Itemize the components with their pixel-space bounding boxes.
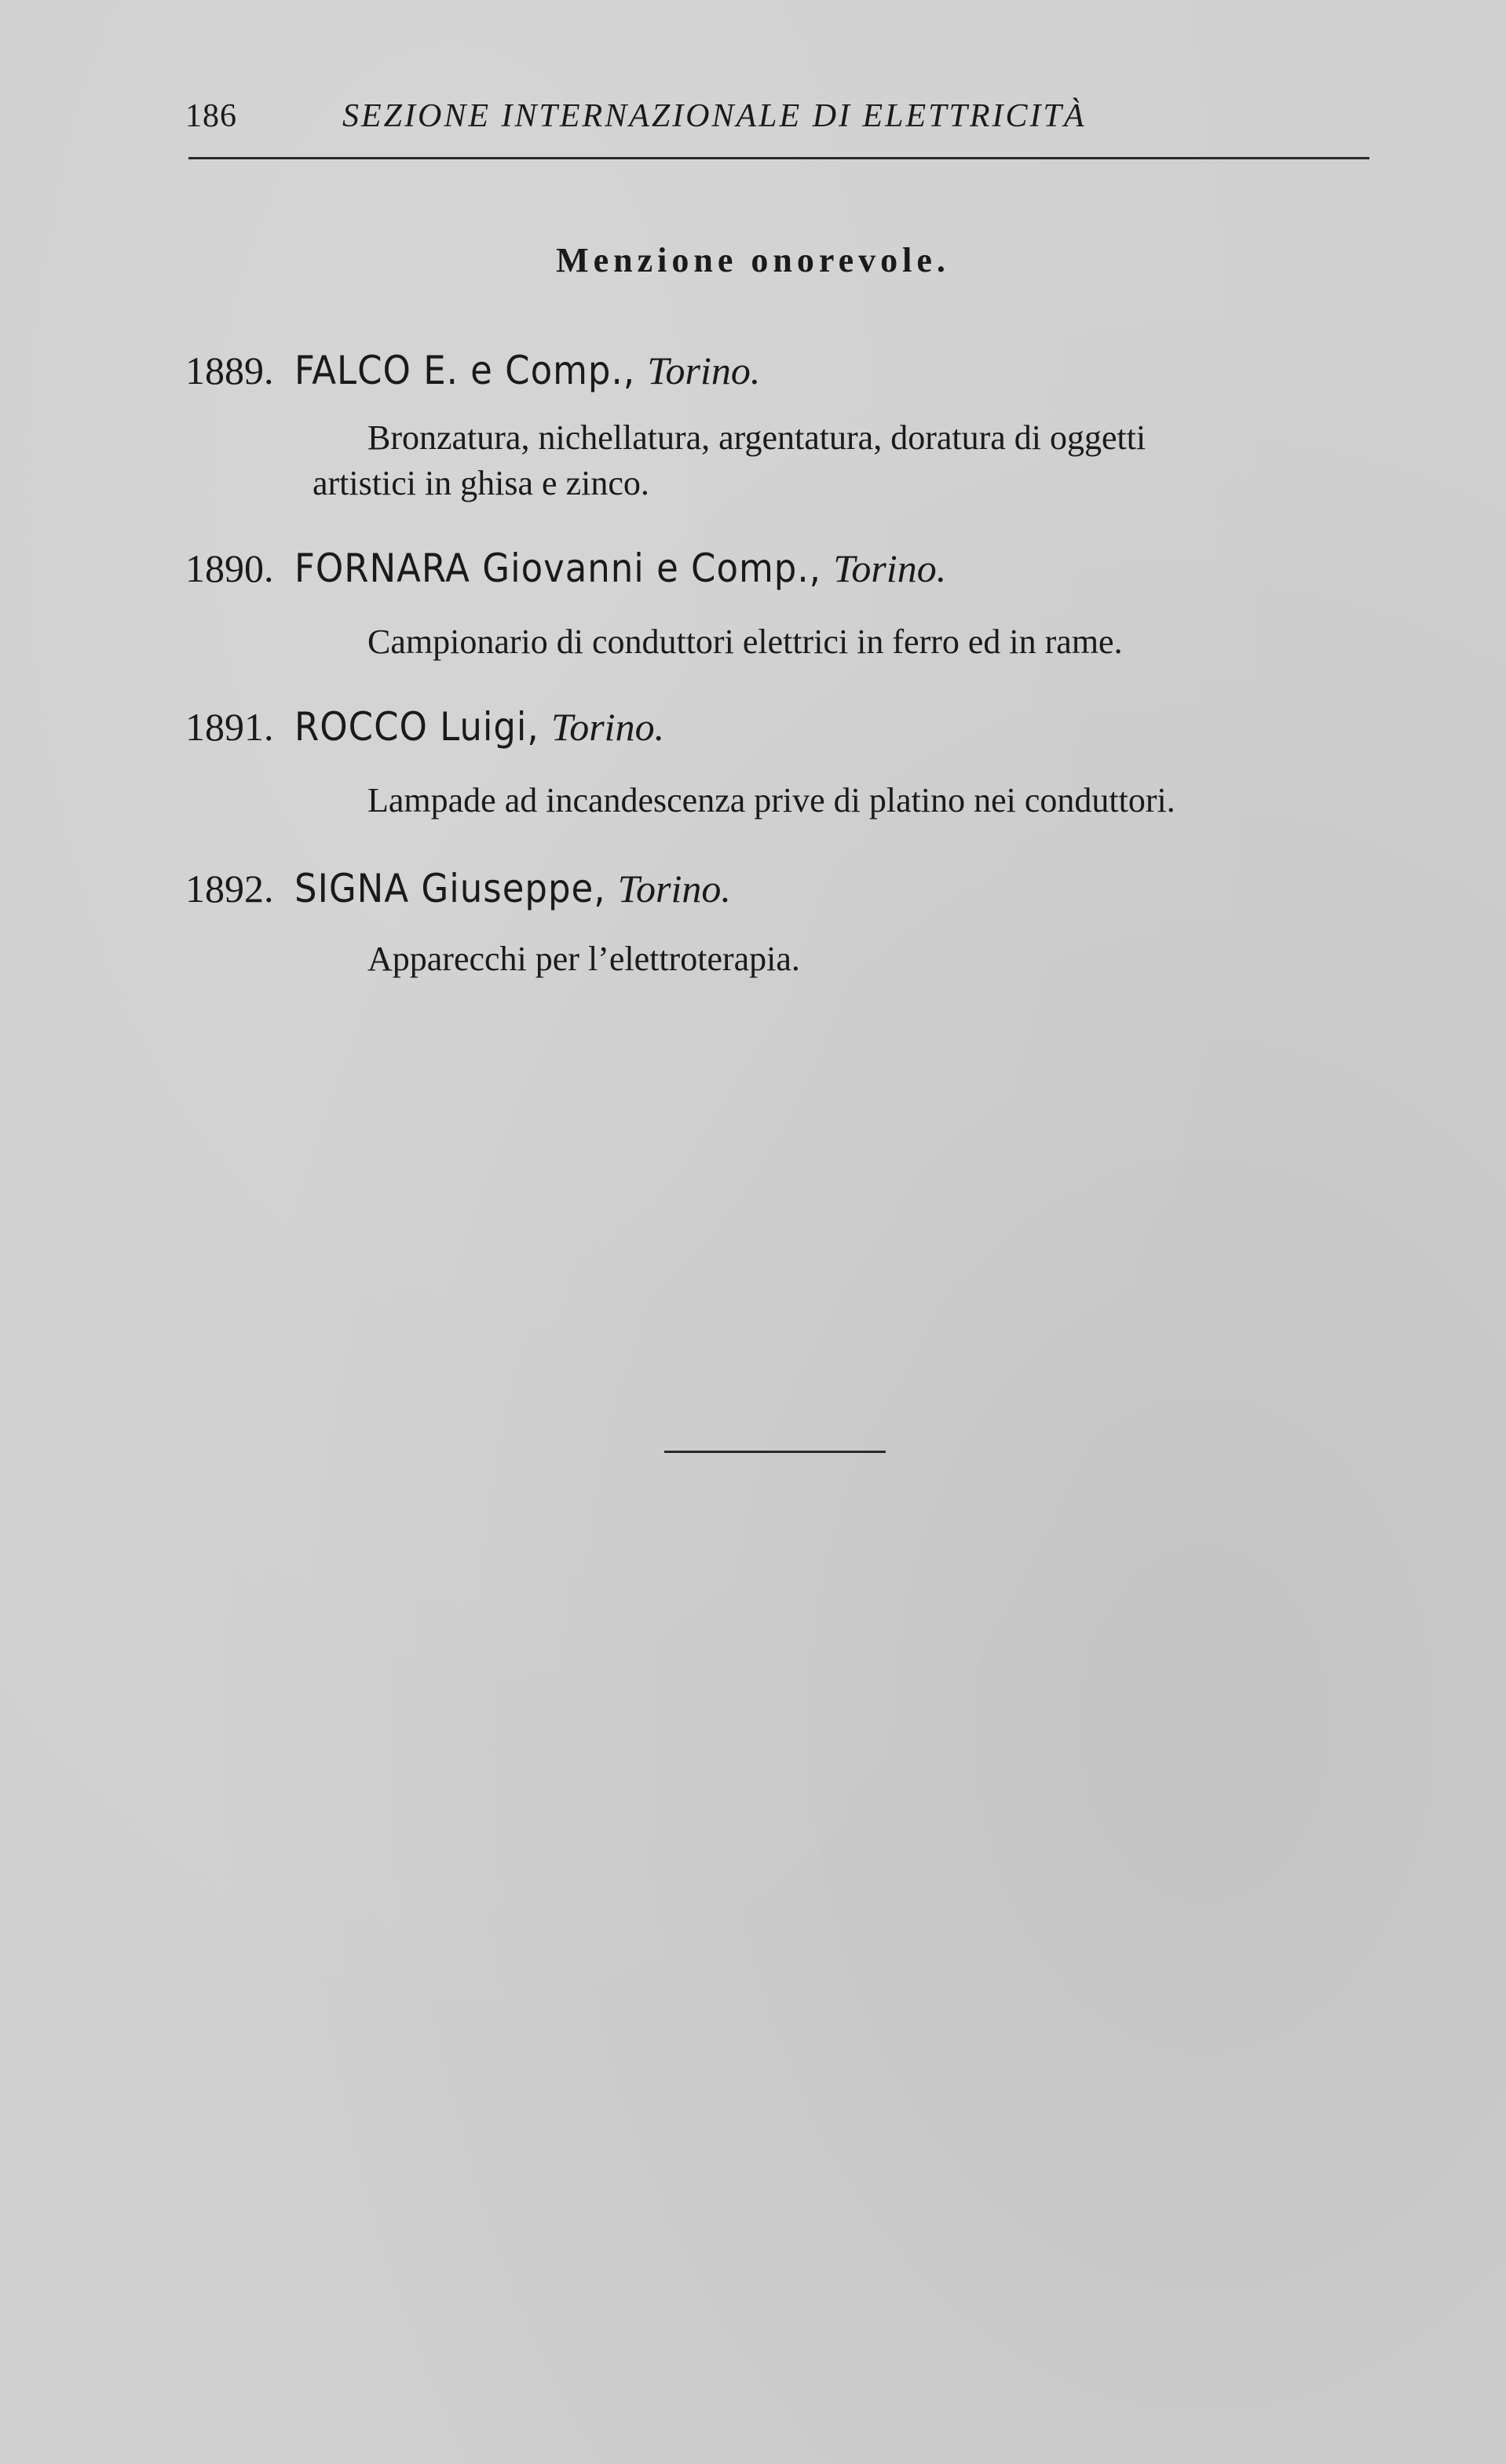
entry-heading <box>185 702 664 752</box>
header-rule <box>188 157 1369 159</box>
exhibitor-name: SIGNA Giuseppe, <box>294 866 618 911</box>
page-number: 186 <box>185 98 237 134</box>
exhibitor-name: FORNARA Giovanni e Comp., <box>294 546 834 591</box>
entry-number: 1891. <box>185 705 274 749</box>
exhibitor-name: ROCCO Luigi, <box>294 704 551 750</box>
entry-description: artistici in ghisa e zinco. <box>313 464 649 502</box>
running-head: SEZIONE INTERNAZIONALE DI ELETTRICITÀ <box>342 98 1087 134</box>
section-title: Menzione onorevole. <box>556 241 950 279</box>
entry-description: Lampade ad incandescenza prive di platino nei conduttori. <box>367 781 1175 820</box>
exhibitor-city: Torino. <box>647 349 761 392</box>
entry-description: Apparecchi per l’elettroterapia. <box>367 940 800 978</box>
entry-number: 1889. <box>185 349 274 392</box>
entry-heading <box>185 863 731 914</box>
entry-number: 1890. <box>185 546 274 590</box>
entry-description: Campionario di conduttori elettrici in ferro ed in rame. <box>367 622 1123 661</box>
page-header <box>185 93 1369 140</box>
entry-heading <box>185 543 946 593</box>
exhibitor-name: FALCO E. e Comp., <box>294 348 648 393</box>
exhibitor-city: Torino. <box>617 867 731 911</box>
entry-number: 1892. <box>185 867 274 911</box>
section-end-rule <box>664 1451 886 1453</box>
exhibitor-city: Torino. <box>551 705 665 749</box>
exhibitor-city: Torino. <box>833 546 947 590</box>
entry-heading <box>185 345 760 396</box>
entry-description: Bronzatura, nichellatura, argentatura, doratura di oggetti <box>367 418 1146 457</box>
